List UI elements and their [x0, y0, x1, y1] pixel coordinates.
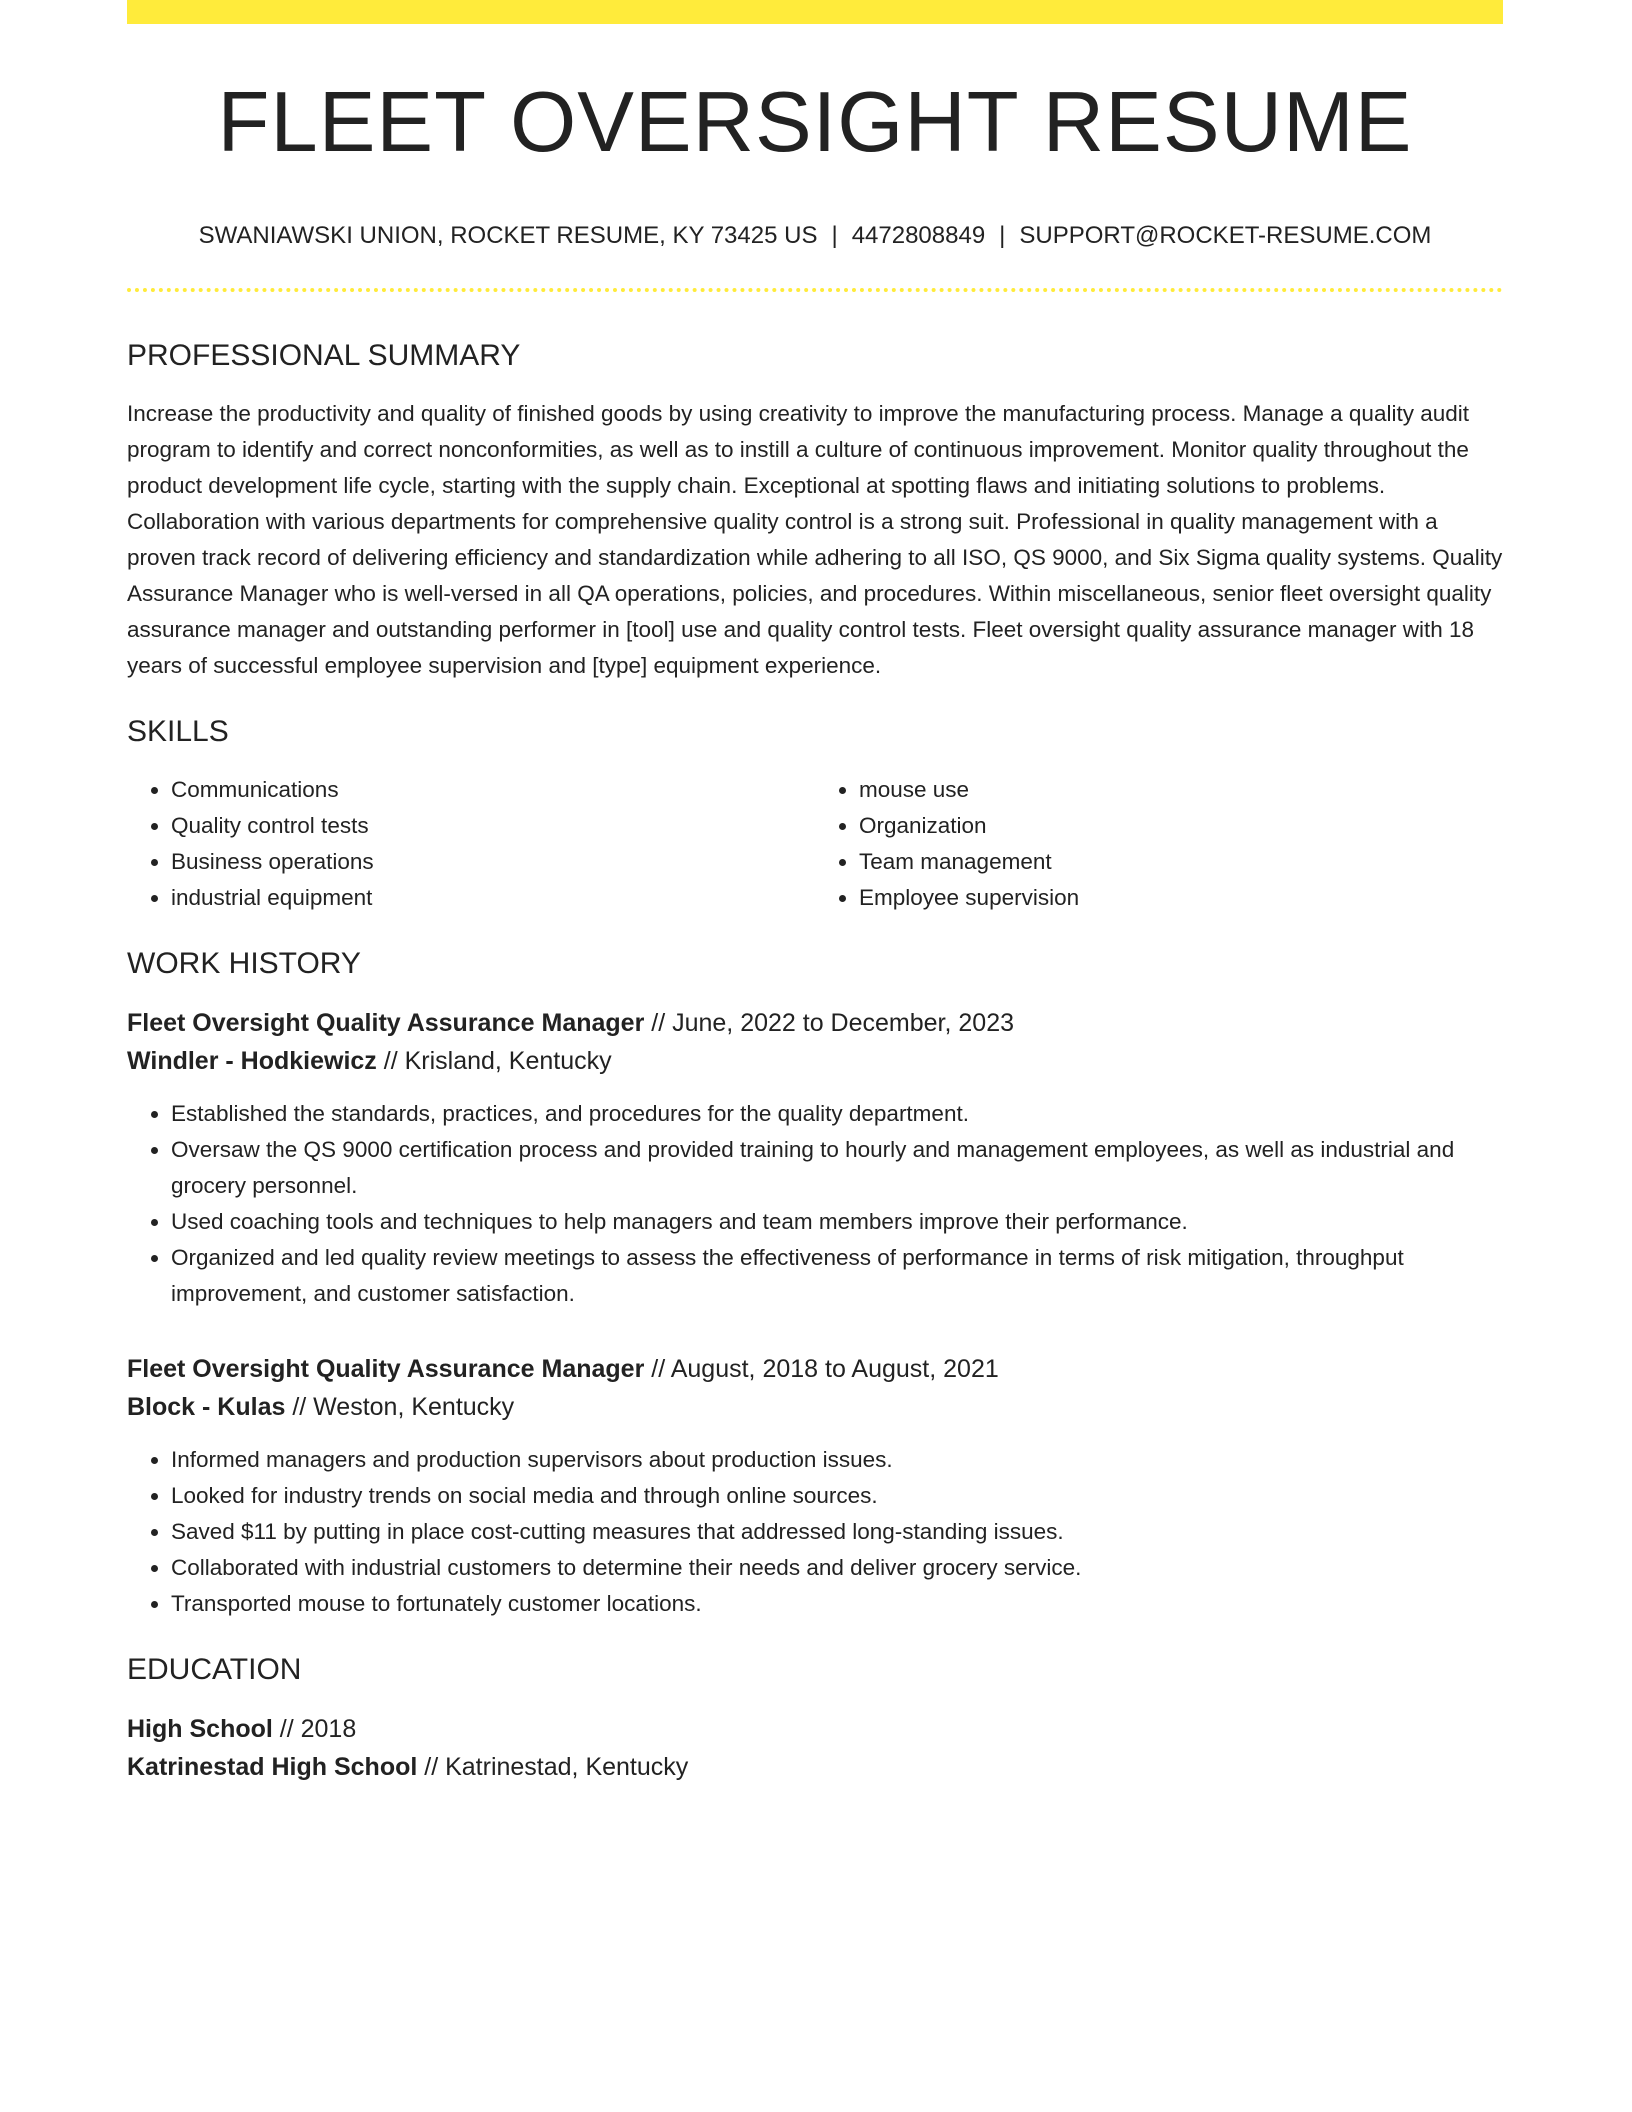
skill-item: • Quality control tests — [171, 808, 815, 844]
education-school-line — [127, 1748, 1503, 1786]
contact-separator: | — [831, 221, 838, 249]
job-company: Block - Kulas — [127, 1393, 286, 1422]
work-history-heading: WORK HISTORY — [127, 947, 361, 981]
job-entry — [127, 1350, 1503, 1622]
skill-item: • Employee supervision — [859, 880, 1503, 916]
job-bullet: • Collaborated with industrial customers to determine their needs and deliver grocery service. — [171, 1550, 1503, 1586]
summary-text: Increase the productivity and quality of finished goods by using creativity to improve the manufacturing process. Manage a quality audit program to identify and correct nonconformities, as well as to instill a culture of continuous improvement. Monitor quality throughout the product development life cycle, starting with the supply chain. Exceptional at spotting flaws and initiating solutions to problems. Collaboration with various departments for comprehensive quality control is a strong suit. Professional in quality management with a proven track record of delivering efficiency and standardization while adhering to all ISO, QS 9000, and Six Sigma quality systems. Quality Assurance Manager who is well-versed in all QA operations, policies, and procedures. Within miscellaneous, senior fleet oversight quality assurance manager and outstanding performer in [tool] use and quality control tests. Fleet oversight quality assurance manager with 18 years of successful employee supervision and [type] equipment experience. — [127, 401, 1503, 679]
contact-separator: | — [999, 221, 1006, 249]
job-bullet: • Oversaw the QS 9000 certification process and provided training to hourly and management employees, as well as industrial and grocery personnel. — [171, 1132, 1503, 1204]
accent-top-bar — [127, 0, 1503, 24]
job-title: Fleet Oversight Quality Assurance Manager — [127, 1009, 645, 1038]
job-bullet: • Saved $11 by putting in place cost-cutting measures that addressed long-standing issues. — [171, 1514, 1503, 1550]
skill-item: • industrial equipment — [171, 880, 815, 916]
skills-heading: SKILLS — [127, 715, 229, 749]
skills-left-column — [127, 772, 815, 916]
education-heading: EDUCATION — [127, 1653, 302, 1687]
job-bullet: • Looked for industry trends on social media and through online sources. — [171, 1478, 1503, 1514]
job-company-line — [127, 1388, 1503, 1426]
skills-right-column — [815, 772, 1503, 916]
job-location: // Krisland, Kentucky — [376, 1047, 612, 1076]
job-bullet: • Transported mouse to fortunately customer locations. — [171, 1586, 1503, 1622]
job-bullet: • Informed managers and production supervisors about production issues. — [171, 1442, 1503, 1478]
skills-grid — [127, 772, 1503, 916]
job-title: Fleet Oversight Quality Assurance Manager — [127, 1355, 645, 1384]
resume-page — [127, 0, 1503, 1786]
education-year: // 2018 — [272, 1715, 357, 1744]
education-location: // Katrinestad, Kentucky — [417, 1753, 689, 1782]
job-bullet: • Organized and led quality review meetings to assess the effectiveness of performance in terms of risk mitigation, throughput improvement, and customer satisfaction. — [171, 1240, 1503, 1312]
job-title-line — [127, 1350, 1503, 1388]
resume-name: FLEET OVERSIGHT RESUME — [217, 75, 1413, 170]
education-degree: High School — [127, 1715, 273, 1744]
contact-phone: 4472808849 — [851, 221, 986, 249]
job-bullets — [127, 1096, 1503, 1312]
skill-item: • Communications — [171, 772, 815, 808]
contact-address: SWANIAWSKI UNION, ROCKET RESUME, KY 73425 US — [198, 221, 818, 249]
job-company-line — [127, 1042, 1503, 1080]
job-entry — [127, 1004, 1503, 1312]
job-dates: // June, 2022 to December, 2023 — [644, 1009, 1015, 1038]
contact-line — [127, 222, 1503, 251]
education-degree-line — [127, 1710, 1503, 1748]
dotted-divider — [127, 288, 1503, 292]
education-school: Katrinestad High School — [127, 1753, 418, 1782]
job-company: Windler - Hodkiewicz — [127, 1047, 377, 1076]
skill-item: • Team management — [859, 844, 1503, 880]
education-entry — [127, 1710, 1503, 1786]
skill-item: • Organization — [859, 808, 1503, 844]
contact-email: SUPPORT@ROCKET-RESUME.COM — [1019, 221, 1432, 249]
job-bullet: • Used coaching tools and techniques to help managers and team members improve their performance. — [171, 1204, 1503, 1240]
skill-item: • mouse use — [859, 772, 1503, 808]
job-bullets — [127, 1442, 1503, 1622]
job-location: // Weston, Kentucky — [285, 1393, 515, 1422]
job-bullet: • Established the standards, practices, and procedures for the quality department. — [171, 1096, 1503, 1132]
skill-item: • Business operations — [171, 844, 815, 880]
summary-heading: PROFESSIONAL SUMMARY — [127, 339, 521, 373]
job-title-line — [127, 1004, 1503, 1042]
job-dates: // August, 2018 to August, 2021 — [644, 1355, 999, 1384]
